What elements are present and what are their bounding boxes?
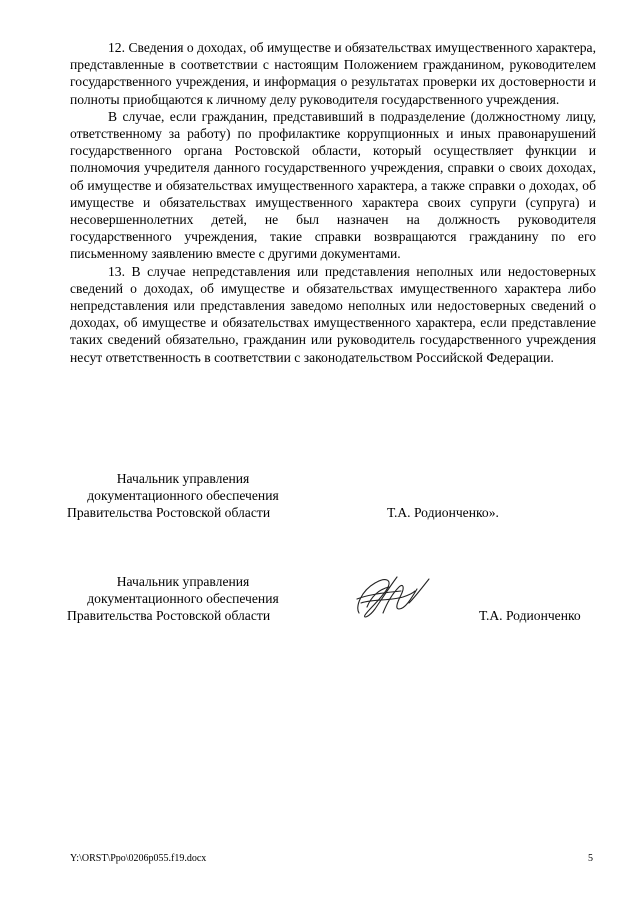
signatory-title-line: Начальник управления: [116, 471, 250, 486]
signatory-title-2: [67, 573, 299, 625]
signatory-title-line: Правительства Ростовской области: [67, 608, 271, 624]
signatory-name-2: Т.А. Родионченко: [479, 608, 581, 623]
paragraph-12: 12. Сведения о доходах, об имуществе и обязательствах имущественного характера, представленные в соответствии с настоящим Положением гражданином, руководителем государственного учреждения, и информация о результатах проверки их достоверности и полноты приобщаются к личному делу руководителя государственного учреждения.: [70, 40, 596, 107]
paragraph-return-certificates: В случае, если гражданин, представивший в подразделение (должностному лицу, ответственному за работу) по профилактике коррупционных и иных правонарушений государственного органа Ростовской области, который осуществляет функции и полномочия учредителя данного государственного учреждения, справки о своих доходах, об имуществе и обязательствах имущественного характера, а также справки о доходах, об имуществе и обязательствах имущественного характера своих супруги (супруга) и несовершеннолетних детей, не был назначен на должность руководителя государственного учреждения, такие справки возвращаются гражданину по его письменному заявлению вместе с другими документами.: [70, 108, 596, 262]
handwritten-signature: [353, 569, 433, 625]
footer-file-path: Y:\ORST\Ppo\0206p055.f19.docx: [70, 853, 207, 864]
signatory-title-line: Правительства Ростовской области: [67, 505, 271, 521]
signatory-title-line: документационного обеспечения: [87, 591, 279, 607]
signatory-title-1: [67, 470, 299, 522]
paragraph-13: 13. В случае непредставления или представления неполных или недостоверных сведений о доходах, об имуществе и обязательствах имущественного характера либо непредставления или представления заведомо неполных или недостоверных сведений о доходах, об имуществе и обязательствах имущественного характера, если представление таких сведений обязательно, гражданин или руководитель государственного учреждения несут ответственность в соответствии с законодательством Российской Федерации.: [70, 263, 596, 365]
signatory-name-1: Т.А. Родионченко».: [387, 505, 499, 520]
signatory-title-line: документационного обеспечения: [87, 488, 279, 504]
document-body: [70, 39, 596, 366]
signatory-title-line: Начальник управления: [116, 574, 250, 589]
page-number: 5: [588, 853, 593, 864]
